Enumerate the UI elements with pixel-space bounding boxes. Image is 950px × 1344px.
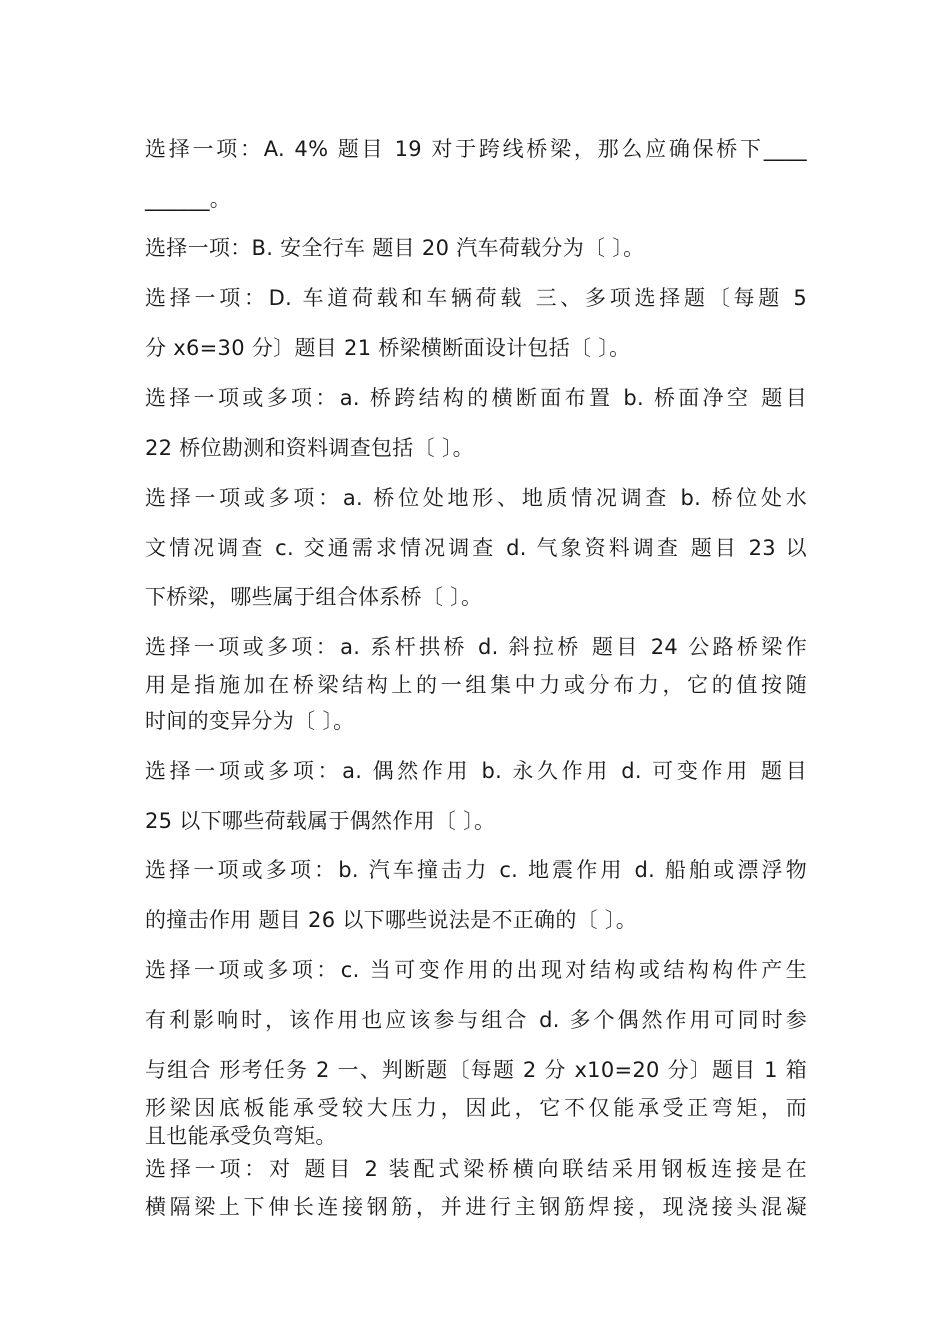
text-line-9: 文情况调查 c. 交通需求情况调查 d. 气象资料调查 题目 23 以 — [145, 536, 807, 560]
text-line-19: 有利影响时，该作用也应该参与组合 d. 多个偶然作用可同时参 — [145, 1008, 807, 1032]
text-line-2: ______。 — [145, 187, 232, 211]
text-line-12: 用是指施加在桥梁结构上的一组集中力或分布力，它的值按随 — [145, 673, 807, 697]
text-line-8: 选择一项或多项：a. 桥位处地形、地质情况调查 b. 桥位处水 — [145, 486, 807, 510]
text-line-16: 选择一项或多项：b. 汽车撞击力 c. 地震作用 d. 船舶或漂浮物 — [145, 858, 807, 882]
text-line-17: 的撞击作用 题目 26 以下哪些说法是不正确的〔 〕。 — [145, 908, 638, 932]
text-line-18: 选择一项或多项：c. 当可变作用的出现对结构或结构构件产生 — [145, 958, 807, 982]
text-line-13: 时间的变异分为〔 〕。 — [145, 709, 355, 733]
text-line-5: 分 x6=30 分〕题目 21 桥梁横断面设计包括〔 〕。 — [145, 336, 631, 360]
text-line-24: 横隔梁上下伸长连接钢筋，并进行主钢筋焊接，现浇接头混凝 — [145, 1195, 807, 1219]
text-line-1: 选择一项：A. 4% 题目 19 对于跨线桥梁，那么应确保桥下____ — [145, 137, 807, 161]
text-line-6: 选择一项或多项：a. 桥跨结构的横断面布置 b. 桥面净空 题目 — [145, 386, 807, 410]
text-line-4: 选择一项：D. 车道荷载和车辆荷载 三、多项选择题〔每题 5 — [145, 286, 807, 310]
text-line-7: 22 桥位勘测和资料调查包括〔 〕。 — [145, 436, 474, 460]
text-line-15: 25 以下哪些荷载属于偶然作用〔 〕。 — [145, 809, 496, 833]
text-line-22: 且也能承受负弯矩。 — [145, 1124, 337, 1148]
text-line-21: 形梁因底板能承受较大压力，因此，它不仅能承受正弯矩，而 — [145, 1096, 807, 1120]
text-line-3: 选择一项：B. 安全行车 题目 20 汽车荷载分为〔 〕。 — [145, 236, 645, 260]
text-line-23: 选择一项：对 题目 2 装配式梁桥横向联结采用钢板连接是在 — [145, 1157, 807, 1181]
text-line-20: 与组合 形考任务 2 一、判断题〔每题 2 分 x10=20 分〕题目 1 箱 — [145, 1058, 807, 1082]
text-line-11: 选择一项或多项：a. 系杆拱桥 d. 斜拉桥 题目 24 公路桥梁作 — [145, 635, 807, 659]
text-line-14: 选择一项或多项：a. 偶然作用 b. 永久作用 d. 可变作用 题目 — [145, 759, 807, 783]
text-line-10: 下桥梁，哪些属于组合体系桥〔 〕。 — [145, 585, 483, 609]
